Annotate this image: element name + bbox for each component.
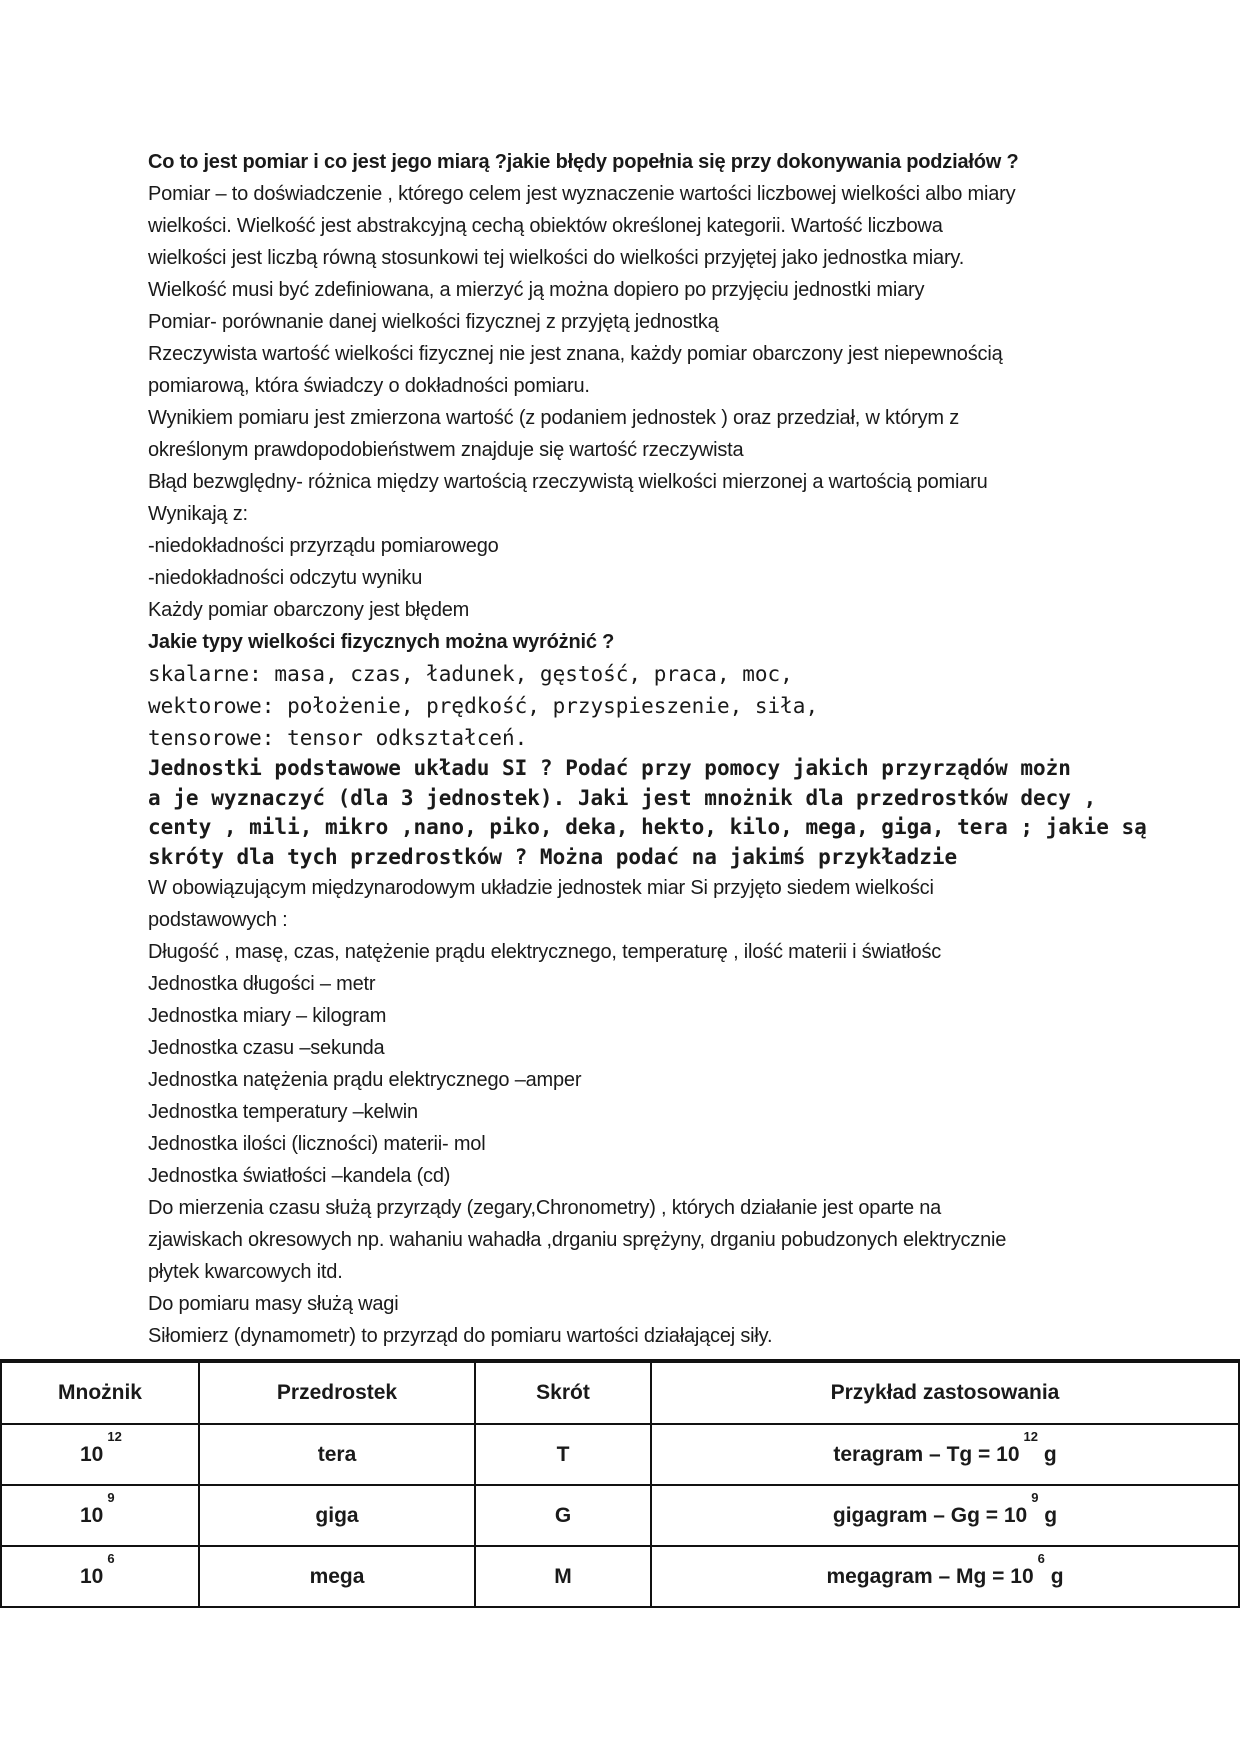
text-line: Błąd bezwględny- różnica między wartością rzeczywistą wielkości mierzonej a wartością pomiaru xyxy=(148,471,988,493)
example-text: teragram – Tg = 10 xyxy=(833,1442,1020,1466)
example-unit: g xyxy=(1050,1564,1064,1588)
example-unit: g xyxy=(1044,1503,1058,1527)
text-line: skróty dla tych przedrostków ? Można podać na jakimś przykładzie xyxy=(148,844,958,869)
text-line: Jednostka czasu –sekunda xyxy=(148,1037,385,1059)
header-multiplier: Mnożnik xyxy=(1,1361,199,1424)
text-line: Wynikają z: xyxy=(148,503,248,525)
text-line: Wielkość musi być zdefiniowana, a mierzyć ją można dopiero po przyjęciu jednostki miary xyxy=(148,279,925,301)
example-unit: g xyxy=(1043,1442,1057,1466)
text-line: Jednostka długości – metr xyxy=(148,973,376,995)
text-line: Pomiar – to doświadczenie , którego celem jest wyznaczenie wartości liczbowej wielkości albo miary xyxy=(148,183,1016,205)
document-body xyxy=(148,146,1147,1352)
text-line: centy , mili, mikro ,nano, piko, deka, hekto, kilo, mega, giga, tera ; jakie są xyxy=(148,815,1147,839)
text-line: Do pomiaru masy służą wagi xyxy=(148,1293,399,1315)
prefix-table xyxy=(0,1359,1240,1608)
text-line: skalarne: masa, czas, ładunek, gęstość, praca, moc, xyxy=(148,662,793,686)
example-cell xyxy=(651,1424,1239,1485)
example-text: megagram – Mg = 10 xyxy=(826,1564,1034,1588)
text-line: Jednostka natężenia prądu elektrycznego –amper xyxy=(148,1069,582,1091)
abbreviation-cell: M xyxy=(475,1546,651,1607)
text-line: tensorowe: tensor odkształceń. xyxy=(148,726,528,750)
text-line: wielkości jest liczbą równą stosunkowi tej wielkości do wielkości przyjętej jako jednostka miary. xyxy=(148,247,965,269)
multiplier-base: 10 xyxy=(80,1503,104,1527)
example-cell xyxy=(651,1546,1239,1607)
text-line: a je wyznaczyć (dla 3 jednostek). Jaki jest mnożnik dla przedrostków decy , xyxy=(148,785,1097,810)
text-line: Co to jest pomiar i co jest jego miarą ?jakie błędy popełnia się przy dokonywania podziałów ? xyxy=(148,151,1019,173)
text-line: Pomiar- porównanie danej wielkości fizycznej z przyjętą jednostką xyxy=(148,311,719,333)
text-line: określonym prawdopodobieństwem znajduje się wartość rzeczywista xyxy=(148,439,744,461)
example-exponent: 12 xyxy=(1023,1428,1038,1444)
table-row xyxy=(1,1424,1239,1485)
multiplier-cell xyxy=(1,1424,199,1485)
text-line: Każdy pomiar obarczony jest błędem xyxy=(148,599,470,621)
prefix-cell: giga xyxy=(199,1485,475,1546)
text-line: Jednostki podstawowe układu SI ? Podać przy pomocy jakich przyrządów możn xyxy=(148,756,1071,780)
header-abbreviation: Skrót xyxy=(475,1361,651,1424)
table-row xyxy=(1,1546,1239,1607)
example-text: gigagram – Gg = 10 xyxy=(832,1503,1028,1527)
example-cell xyxy=(651,1485,1239,1546)
text-line: Jakie typy wielkości fizycznych można wyróżnić ? xyxy=(148,631,615,653)
prefix-cell: mega xyxy=(199,1546,475,1607)
text-line: wektorowe: położenie, prędkość, przyspieszenie, siła, xyxy=(148,694,819,718)
text-line: Siłomierz (dynamometr) to przyrząd do pomiaru wartości działającej siły. xyxy=(148,1325,773,1347)
multiplier-exponent: 9 xyxy=(107,1489,115,1505)
text-line: Jednostka temperatury –kelwin xyxy=(148,1101,418,1123)
multiplier-base: 10 xyxy=(80,1442,104,1466)
text-line: podstawowych : xyxy=(148,909,288,931)
text-line: zjawiskach okresowych np. wahaniu wahadła ,drganiu sprężyny, drganiu pobudzonych elektrycznie xyxy=(148,1229,1007,1251)
text-line: Do mierzenia czasu służą przyrządy (zegary,Chronometry) , których działanie jest oparte na xyxy=(148,1197,942,1219)
text-line: płytek kwarcowych itd. xyxy=(148,1261,343,1283)
header-prefix: Przedrostek xyxy=(199,1361,475,1424)
text-line: pomiarową, która świadczy o dokładności pomiaru. xyxy=(148,375,590,397)
text-line: Długość , masę, czas, natężenie prądu elektrycznego, temperaturę , ilość materii i światłośc xyxy=(148,941,942,963)
text-line: Rzeczywista wartość wielkości fizycznej nie jest znana, każdy pomiar obarczony jest niepewnością xyxy=(148,343,1003,365)
multiplier-base: 10 xyxy=(80,1564,104,1588)
multiplier-cell xyxy=(1,1485,199,1546)
multiplier-exponent: 12 xyxy=(107,1428,122,1444)
text-line: Jednostka miary – kilogram xyxy=(148,1005,387,1027)
text-line: Jednostka ilości (liczności) materii- mol xyxy=(148,1133,486,1155)
example-exponent: 9 xyxy=(1031,1489,1039,1505)
text-line: -niedokładności odczytu wyniku xyxy=(148,567,423,589)
text-line: -niedokładności przyrządu pomiarowego xyxy=(148,535,499,557)
text-line: Wynikiem pomiaru jest zmierzona wartość (z podaniem jednostek ) oraz przedział, w którym z xyxy=(148,407,959,429)
table-row xyxy=(1,1485,1239,1546)
multiplier-cell xyxy=(1,1546,199,1607)
table-header-row xyxy=(1,1361,1239,1424)
header-example: Przykład zastosowania xyxy=(651,1361,1239,1424)
abbreviation-cell: G xyxy=(475,1485,651,1546)
text-line: Jednostka światłości –kandela (cd) xyxy=(148,1165,451,1187)
text-line: W obowiązującym międzynarodowym układzie jednostek miar Si przyjęto siedem wielkości xyxy=(148,877,934,899)
prefix-cell: tera xyxy=(199,1424,475,1485)
example-exponent: 6 xyxy=(1037,1550,1045,1566)
abbreviation-cell: T xyxy=(475,1424,651,1485)
multiplier-exponent: 6 xyxy=(107,1550,115,1566)
text-line: wielkości. Wielkość jest abstrakcyjną cechą obiektów określonej kategorii. Wartość liczbowa xyxy=(148,215,943,237)
